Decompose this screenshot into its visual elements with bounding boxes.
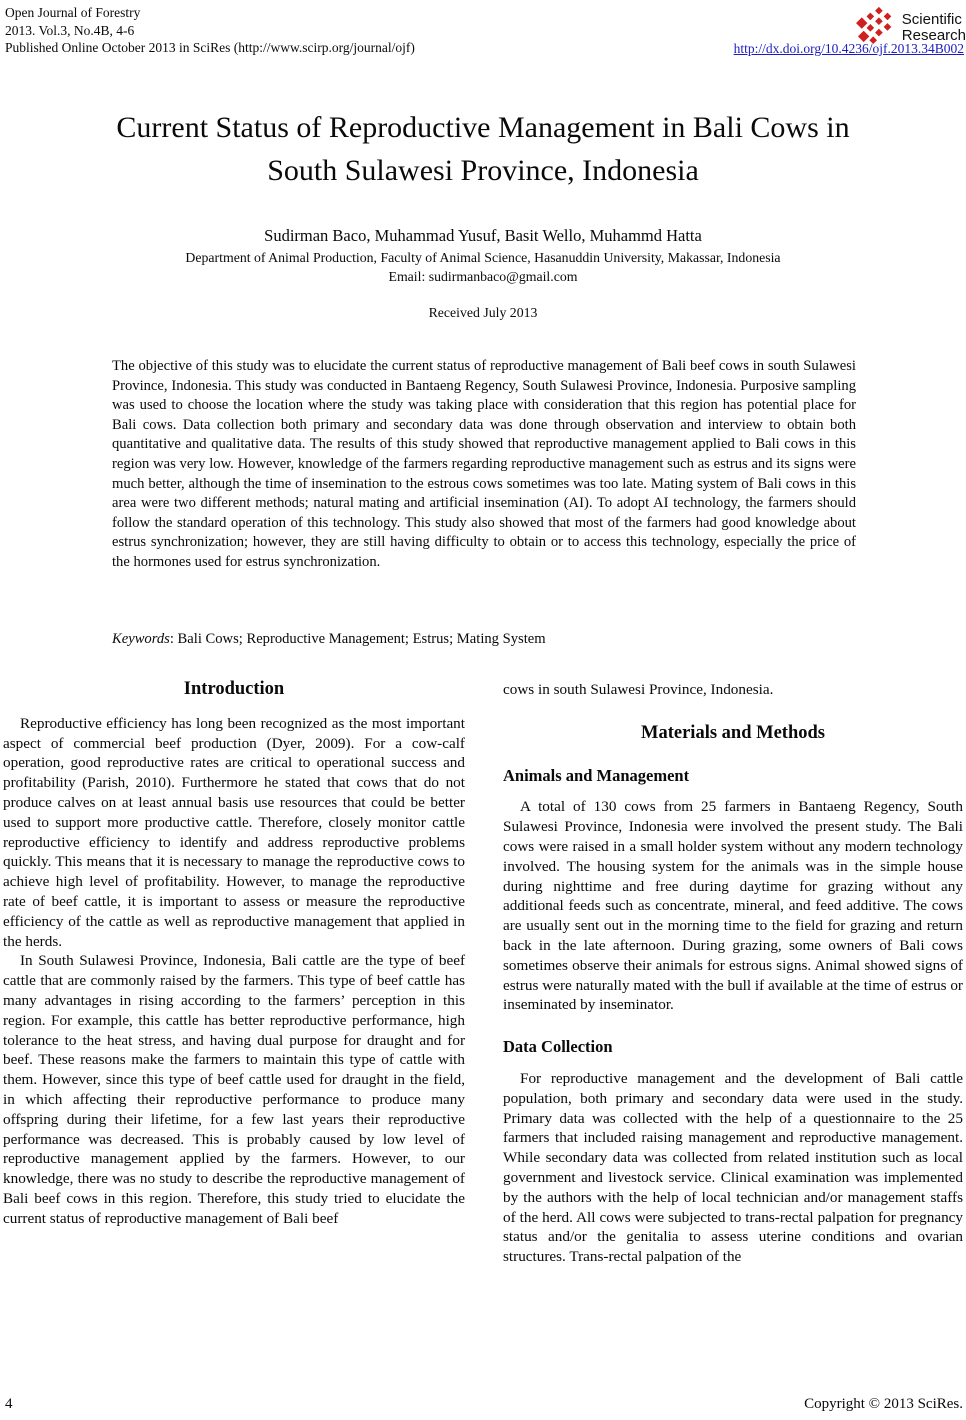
journal-published-line: Published Online October 2013 in SciRes (http://www.scirp.org/journal/ojf) xyxy=(5,40,415,55)
doi-link[interactable]: http://dx.doi.org/10.4236/ojf.2013.34B002 xyxy=(733,41,964,56)
keywords-label: Keywords xyxy=(112,631,170,647)
introduction-heading: Introduction xyxy=(183,679,285,699)
keywords-list: : Bali Cows; Reproductive Management; Estrus; Mating System xyxy=(169,631,546,647)
continuation-para: cows in south Sulawesi Province, Indonesia. xyxy=(503,681,774,698)
journal-name: Open Journal of Forestry xyxy=(5,5,141,20)
left-column xyxy=(3,680,465,1229)
paper-title-line2: South Sulawesi Province, Indonesia xyxy=(267,154,699,187)
journal-header xyxy=(5,4,415,57)
logo-text-line1: Scientific xyxy=(901,11,962,28)
materials-methods-heading: Materials and Methods xyxy=(641,722,825,743)
data-collection-para: For reproductive management and the development of Bali cattle population, both primary and secondary data were used in the study. Primary data was collected with the help of a questionnaire to the 25 farmers that included raising management and reproductive management. While secondary data was collected from related institution such as local government and livestock service. Clinical examination was implemented by the authors with the help of local technician and/or management staffs of the herd. All cows were subjected to trans-rectal palpation for pregnancy status and/or the genitalia to assess uterine conditions and ovarian structures. Trans-rectal palpation of the xyxy=(503,1069,963,1266)
paper-title xyxy=(0,106,966,192)
email-line: Email: sudirmanbaco@gmail.com xyxy=(388,269,578,284)
paper-title-line1: Current Status of Reproductive Management in Bali Cows in xyxy=(116,111,850,144)
affiliation-line: Department of Animal Production, Faculty of Animal Science, Hasanuddin University, Makassar, Indonesia xyxy=(185,250,781,265)
animals-management-para: A total of 130 cows from 25 farmers in Bantaeng Regency, South Sulawesi Province, Indonesia were involved the present study. The Bali cows were raised in a small holder system without any modern technology involved. The housing system for the animals was in the simple house during nighttime and free during daytime for grazing without any additional feeds such as concentrate, mineral, and feed additive. The cows are usually sent out in the morning time to the field for grazing and return back in the late afternoon. During grazing, some owners of Bali cows sometimes observe their animals for estrous signs. Animal showed signs of estrus were naturally mated with the bull if available at the time of estrus or inseminated by inseminator. xyxy=(503,798,963,1014)
keywords-line xyxy=(112,631,856,648)
data-collection-subheading: Data Collection xyxy=(503,1037,613,1057)
abstract-text: The objective of this study was to elucidate the current status of reproductive management of Bali beef cows in south Sulawesi Province, Indonesia. This study was conducted in Bantaeng Regency, South Sulawesi Province, Indonesia. Purposive sampling was used to choose the location where the study was taking place with consideration that this region has potential place for Bali cows. Data collection both primary and secondary data was done through observation and interview to obtain both quantitative and qualitative data. The results of this study showed that reproductive management applied to Bali cows in this region was very low. However, knowledge of the farmers regarding reproductive management such as estrus and its signs were much better, although the time of insemination to the estrous cows sometimes was too late. Mating system of Bali cows in this area were two different methods; natural mating and artificial insemination (AI). To adopt AI technology, the farmers should follow the standard operation of this technology. This study also showed that most of the farmers had good knowledge about estrus synchronization; however, they are still having difficulty to obtain or to access this technology, especially the price of the hormones used for estrus synchronization. xyxy=(112,358,856,570)
introduction-para-2: In South Sulawesi Province, Indonesia, Bali cattle are the type of beef cattle that are commonly raised by the farmers. This type of beef cattle has many advantages in rising according to the farmers’ perception in this region. For example, this cattle has better reproductive performance, high tolerance to the heat stress, and having dual purpose for draught and for beef. These reasons make the farmers to maintain this type of cattle with them. However, since this type of beef cattle used for draught in the field, in which affecting their reproductive performance to produce many offspring during their lifetime, for a few last years their reproductive performance was decreased. This is probably caused by low level of reproductive management applied by the farmers. However, to our knowledge, there was no study to describe the reproductive management of Bali beef cows in this region. Therefore, this study tried to elucidate the current status of reproductive management of Bali beef xyxy=(3,952,465,1227)
animals-management-subheading: Animals and Management xyxy=(503,765,690,785)
logo-text-line2: Research xyxy=(901,26,966,44)
logo-text xyxy=(902,12,966,43)
journal-issue: 2013. Vol.3, No.4B, 4-6 xyxy=(5,22,135,38)
introduction-para-1: Reproductive efficiency has long been recognized as the most important aspect of commercial beef production (Dyer, 2009). For a cow-calf operation, good reproductive rates are critical to operational success and profitability (Parish, 2010). Furthermore he stated that cows that do not produce calves on at least annual basis use resources that could be better used to support more productive cattle. Therefore, closely monitor cattle reproductive efficiency to identify and address reproductive problems quickly. This means that it is necessary to manage the reproductive cows to achieve high level of profitability. However, to manage the reproductive rate of beef cattle, it is important to assess or measure the reproductive efficiency of the cattle as well as reproductive management that applied in the herds. xyxy=(3,714,465,950)
authors-line: Sudirman Baco, Muhammad Yusuf, Basit Wello, Muhammd Hatta xyxy=(264,226,702,245)
right-column xyxy=(503,680,963,1267)
copyright-text: Copyright © 2013 SciRes. xyxy=(804,1396,963,1412)
received-line: Received July 2013 xyxy=(428,305,538,320)
page-number: 4 xyxy=(5,1396,13,1412)
